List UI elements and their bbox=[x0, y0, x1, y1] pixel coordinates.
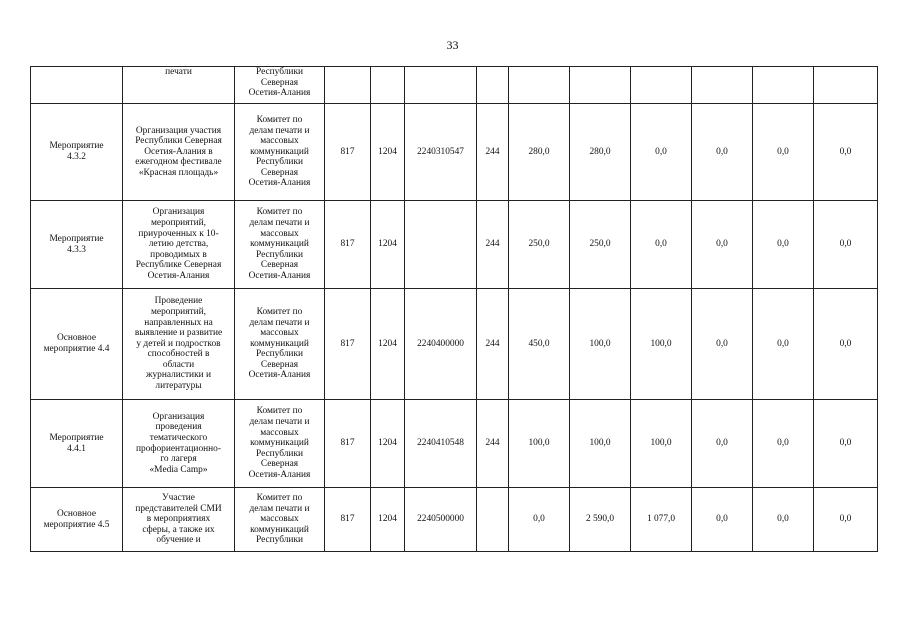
value-cell bbox=[814, 67, 878, 104]
value-cell: 280,0 bbox=[570, 104, 631, 201]
value-cell: 0,0 bbox=[631, 201, 692, 289]
rzpr-cell: 1204 bbox=[371, 104, 405, 201]
grbs-cell: 817 bbox=[325, 104, 371, 201]
csr-cell bbox=[405, 67, 477, 104]
value-cell: 0,0 bbox=[631, 104, 692, 201]
value-cell: 0,0 bbox=[753, 104, 814, 201]
rzpr-cell: 1204 bbox=[371, 289, 405, 400]
value-cell: 0,0 bbox=[692, 400, 753, 488]
value-cell bbox=[753, 67, 814, 104]
value-cell: 100,0 bbox=[570, 400, 631, 488]
vr-cell bbox=[477, 488, 509, 552]
value-cell: 0,0 bbox=[509, 488, 570, 552]
vr-cell: 244 bbox=[477, 201, 509, 289]
grbs-cell: 817 bbox=[325, 201, 371, 289]
value-cell: 0,0 bbox=[692, 488, 753, 552]
name-cell: Организация проведения тематического профориентационно- го лагеря «Media Camp» bbox=[123, 400, 235, 488]
value-cell: 250,0 bbox=[570, 201, 631, 289]
value-cell: 100,0 bbox=[631, 400, 692, 488]
table-row bbox=[31, 488, 878, 552]
value-cell: 0,0 bbox=[753, 201, 814, 289]
rzpr-cell: 1204 bbox=[371, 201, 405, 289]
value-cell bbox=[692, 67, 753, 104]
name-cell: Проведение мероприятий, направленных на выявление и развитие у детей и подростков способностей в области журналистики и литературы bbox=[123, 289, 235, 400]
event-cell: Основное мероприятие 4.4 bbox=[31, 289, 123, 400]
value-cell: 0,0 bbox=[814, 289, 878, 400]
rzpr-cell: 1204 bbox=[371, 400, 405, 488]
name-cell: Участие представителей СМИ в мероприятиях сферы, а также их обучение и bbox=[123, 488, 235, 552]
vr-cell bbox=[477, 67, 509, 104]
value-cell: 0,0 bbox=[814, 400, 878, 488]
event-cell: Мероприятие 4.3.2 bbox=[31, 104, 123, 201]
executor-cell: Республики Северная Осетия-Алания bbox=[235, 67, 325, 104]
event-cell: Основное мероприятие 4.5 bbox=[31, 488, 123, 552]
budget-table bbox=[30, 66, 878, 552]
table-row bbox=[31, 201, 878, 289]
value-cell: 0,0 bbox=[692, 289, 753, 400]
name-cell: Организация мероприятий, приуроченных к 10- летию детства, проводимых в Республике Северная Осетия-Алания bbox=[123, 201, 235, 289]
csr-cell: 2240310547 bbox=[405, 104, 477, 201]
vr-cell: 244 bbox=[477, 289, 509, 400]
vr-cell: 244 bbox=[477, 400, 509, 488]
grbs-cell: 817 bbox=[325, 400, 371, 488]
value-cell: 0,0 bbox=[753, 400, 814, 488]
rzpr-cell bbox=[371, 67, 405, 104]
value-cell: 0,0 bbox=[814, 488, 878, 552]
csr-cell: 2240500000 bbox=[405, 488, 477, 552]
name-cell: печати bbox=[123, 67, 235, 104]
table-row bbox=[31, 400, 878, 488]
value-cell: 0,0 bbox=[692, 201, 753, 289]
value-cell bbox=[570, 67, 631, 104]
grbs-cell: 817 bbox=[325, 488, 371, 552]
event-cell: Мероприятие 4.3.3 bbox=[31, 201, 123, 289]
value-cell bbox=[631, 67, 692, 104]
value-cell: 280,0 bbox=[509, 104, 570, 201]
value-cell: 1 077,0 bbox=[631, 488, 692, 552]
value-cell: 0,0 bbox=[814, 201, 878, 289]
value-cell: 100,0 bbox=[631, 289, 692, 400]
grbs-cell bbox=[325, 67, 371, 104]
value-cell: 100,0 bbox=[570, 289, 631, 400]
value-cell: 0,0 bbox=[753, 289, 814, 400]
executor-cell: Комитет по делам печати и массовых коммуникаций Республики Северная Осетия-Алания bbox=[235, 400, 325, 488]
event-cell bbox=[31, 67, 123, 104]
value-cell: 100,0 bbox=[509, 400, 570, 488]
vr-cell: 244 bbox=[477, 104, 509, 201]
value-cell: 2 590,0 bbox=[570, 488, 631, 552]
value-cell: 0,0 bbox=[753, 488, 814, 552]
table-row bbox=[31, 104, 878, 201]
value-cell bbox=[509, 67, 570, 104]
table-row bbox=[31, 289, 878, 400]
csr-cell bbox=[405, 201, 477, 289]
executor-cell: Комитет по делам печати и массовых коммуникаций Республики Северная Осетия-Алания bbox=[235, 289, 325, 400]
value-cell: 0,0 bbox=[692, 104, 753, 201]
executor-cell: Комитет по делам печати и массовых коммуникаций Республики Северная Осетия-Алания bbox=[235, 104, 325, 201]
grbs-cell: 817 bbox=[325, 289, 371, 400]
name-cell: Организация участия Республики Северная Осетия-Алания в ежегодном фестивале «Красная площадь» bbox=[123, 104, 235, 201]
value-cell: 0,0 bbox=[814, 104, 878, 201]
rzpr-cell: 1204 bbox=[371, 488, 405, 552]
page-number: 33 bbox=[446, 38, 459, 52]
value-cell: 250,0 bbox=[509, 201, 570, 289]
csr-cell: 2240410548 bbox=[405, 400, 477, 488]
executor-cell: Комитет по делам печати и массовых коммуникаций Республики bbox=[235, 488, 325, 552]
csr-cell: 2240400000 bbox=[405, 289, 477, 400]
table-row bbox=[31, 67, 878, 104]
event-cell: Мероприятие 4.4.1 bbox=[31, 400, 123, 488]
value-cell: 450,0 bbox=[509, 289, 570, 400]
executor-cell: Комитет по делам печати и массовых коммуникаций Республики Северная Осетия-Алания bbox=[235, 201, 325, 289]
